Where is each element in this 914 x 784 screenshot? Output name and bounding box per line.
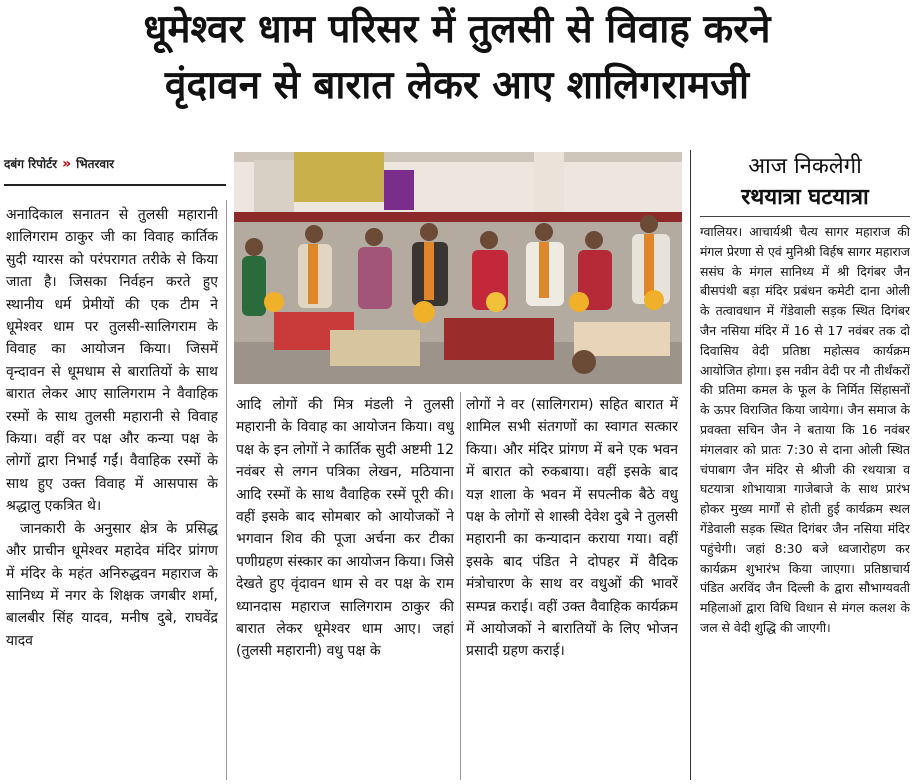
photo-illustration bbox=[234, 152, 682, 384]
article-paragraph: अनादिकाल सनातन से तुलसी महारानी शालिगराम ठाकुर जी का विवाह कार्तिक सुदी ग्यारस को परंपरागत तरीके से किया जाता है। जिसका निर्वहन करते हुए स्थानीय धर्म प्रेमीयों की एक टीम ने धूमेश्वर धाम पर तुलसी-सालिगराम के विवाह का आयोजन किया। जिसमें वृन्दावन से धूमधाम से बारातियों के साथ बारात लेकर आए सालिगराम ने वैवाहिक रस्मों के साथ तुलसी महारानी से विवाह किया। वहीं वर पक्ष और कन्या पक्ष के लोगों द्वारा निभाईं गईं। वैवाहिक रस्मों के साथ हुए उक्त विवाह में आसपास के श्रद्धालु एकत्रित थे। bbox=[6, 207, 218, 515]
wedding-ceremony-photo bbox=[234, 152, 682, 384]
column-divider bbox=[460, 392, 461, 780]
sidebar-divider bbox=[690, 150, 691, 780]
column-divider bbox=[226, 200, 227, 780]
byline-separator: » bbox=[62, 156, 72, 172]
article-column-2 bbox=[236, 394, 454, 780]
headline-line-2: वृंदावन से बारात लेकर आए शालिगरामजी bbox=[164, 63, 750, 108]
sidebar-title-line-2: रथयात्रा घटयात्रा bbox=[741, 185, 869, 210]
headline-line-1: धूमेश्वर धाम परिसर में तुलसी से विवाह करने bbox=[143, 7, 771, 52]
article-paragraph: आदि लोगों की मित्र मंडली ने तुलसी महारानी के विवाह का आयोजन किया। वधु पक्ष के इन लोगों ने कार्तिक सुदी अष्टमी 12 नवंबर से लगन पत्रिका लेखन, मठियाना आदि रस्मों के साथ वैवाहिक रस्में पूरी की। वहीं इसके बाद सोमबार को आयोजकों ने भगवान शिव की पूजा अर्चना कर टीका पणीग्रहण संस्कार का आयोजन किया। जिसे देखते हुए वृंदावन धाम से वर पक्ष के राम ध्यानदास महाराज सालिगराम ठाकुर की बारात लेकर धूमेश्वर धाम आए। जहां (तुलसी महारानी) वधु पक्ष के bbox=[236, 397, 454, 660]
reporter-name: दबंग रिपोर्टर bbox=[4, 157, 58, 171]
article-column-3 bbox=[466, 394, 678, 780]
sidebar-headline bbox=[700, 152, 910, 214]
sidebar-paragraph: ग्वालियर। आचार्यश्री चैत्य सागर महाराज की मंगल प्रेरणा से एवं मुनिश्री विर्हष सागर महाराज ससंघ के मंगल सानिध्य में श्री दिगंबर जैन बीसपंथी बड़ा मंदिर प्रबंधन कमेटी दाना ओली के तत्वावधान में गेंडेवाली सड़क स्थित दिगंबर जैन नसिया मंदिर में 16 से 17 नवंबर तक दो दिवासिय वेदी प्रतिष्ठा महोत्सव कार्यक्रम आयोजित होगा। इस नवीन वेदी पर नौ तीर्थंकरों की प्रतिमा कमल के फूल के निर्मित सिंहासनों के ऊपर विराजित किया जायेगा। जैन समाज के प्रवक्ता सचिन जैन ने बताया कि 16 नवंबर मंगलवार को प्रातः 7:30 से दाना ओली स्थित चंपाबाग जैन मंदिर से श्रीजी की रथयात्रा व घटयात्रा शोभायात्रा गाजेबाजे के साथ प्रारंभ होकर मुख्य मार्गों से होती हुई कार्यक्रम स्थल गेंडेवाली सड़क स्थित दिगंबर जैन नसिया मंदिर पहुंचेगी। जहां 8:30 बजे ध्वजारोहण कर कार्यक्रम शुभारंभ किया जाएगा। प्रतिष्ठाचार्य पंडित अरविंद जैन दिल्ली के द्वारा सौभाग्यवती महिलाओं द्वारा विधि विधान से मंगल कलश के जल से वेदी शुद्धि की जाएगी। bbox=[700, 224, 910, 635]
article-paragraph: लोगों ने वर (सालिगराम) सहित बारात में शामिल सभी संतगणों का स्वागत सत्कार किया। और मंदिर प्रांगण में बने एक भवन में बारात को रुकबाया। वहीं इसके बाद यज्ञ शाला के भवन में सपत्नीक बैठे वधु पक्ष के लोगों से शास्त्री देवेश दुबे ने तुलसी महारानी का कन्यादान कराया गया। वहीं इसके बाद पंडित ने दोपहर में वैदिक मंत्रोचारण के साथ वर वधुओं की भावरें सम्पन्न कराई। वहीं उक्त वैवाहिक कार्यक्रम में आयोजकों ने बारातियों के लिए भोजन प्रसादी ग्रहण कराई। bbox=[466, 397, 678, 660]
byline bbox=[4, 152, 114, 176]
headline bbox=[4, 2, 910, 114]
article-paragraph: जानकारी के अनुसार क्षेत्र के प्रसिद्ध और प्राचीन धूमेश्वर महादेव मंदिर प्रांगण में मंदिर के महंत अनिरुद्धवन महाराज के सानिध्य में नगर के शिक्षक जगबीर शर्मा, बालबीर सिंह यादव, मनीष दुबे, राघवेंद्र यादव bbox=[6, 520, 218, 649]
byline-rule bbox=[4, 184, 226, 186]
sidebar-article bbox=[700, 222, 910, 782]
dateline-location: भितरवार bbox=[76, 157, 115, 171]
sidebar-rule bbox=[700, 216, 910, 217]
article-column-1 bbox=[6, 204, 218, 780]
sidebar-title-line-1: आज निकलेगी bbox=[748, 154, 862, 179]
